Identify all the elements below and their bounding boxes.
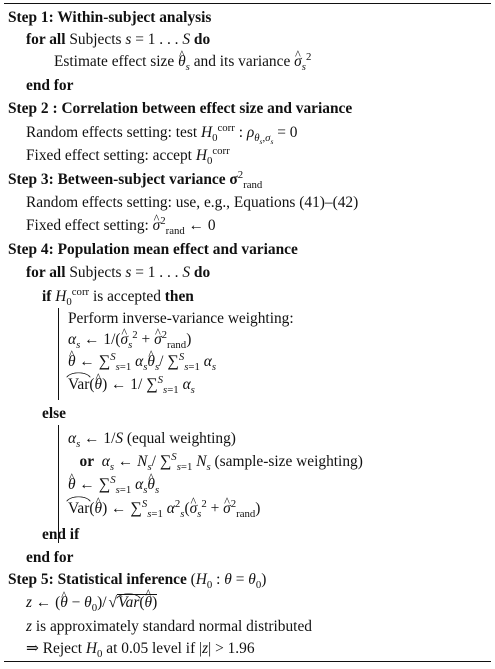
theta-else-line: θ ^ ← ∑$^S_{s=1}$ $\alpha_s\theta$ $\^{}_s$ [68, 474, 159, 496]
step4-title: Step 4: Population mean effect and variance [8, 241, 298, 258]
if-line: if $H_0^{corr}$ is accepted then [42, 285, 194, 309]
fixed-accept-line: Fixed effect setting: accept $H_0^{corr}$ [26, 144, 230, 168]
perform-line: Perform inverse-variance weighting: [68, 310, 294, 327]
estimate-line: Estimate effect size θ $\^{}_s$ and its variance σ $\^{}_s^2$ [54, 51, 311, 73]
alpha-ivw-line: $\alpha_s$ ← 1/(σ $\^{}_s^2 + \sigma$ ^$^2_{rand}$) [68, 329, 191, 351]
alpha-sample-line: or $\alpha_s$ ← $N_s/$ ∑$^S_{s=1}$ $N_s$ (sample-size weighting) [79, 450, 363, 474]
reject-line: ⇒ Reject $H_0$ at 0.05 level if |z| > 1.96 [26, 640, 255, 661]
top-rule [4, 3, 491, 4]
random-test-line: Random effects setting: test $H_0^{corr}$ : $\rho_{\theta_s,\sigma_s} = 0$ [26, 121, 298, 147]
step5-title: Step 5: Statistical inference ($H_0$ : $\theta = \theta_0$) [8, 571, 267, 592]
normal-dist-line: z is approximately standard normal distributed [26, 618, 312, 635]
step2-title: Step 2 : Correlation between effect size and variance [8, 100, 353, 117]
end-if-line: end if [42, 526, 80, 543]
step1-title: Step 1: Within-subject analysis [8, 9, 212, 26]
fixed-zero-line: Fixed effect setting: σ ^$^2_{rand}$ ← 0 [26, 215, 216, 237]
var-else-line: Var(θ ^) ← ∑$^S_{s=1}$ $\alpha^2_s(\sigma$ $\^{}_s^2 + \sigma$ ^$^2_{rand}$) [68, 498, 260, 520]
step3-title: Step 3: Between-subject variance $\sigma^2_{rand}$ [8, 168, 263, 192]
var-ivw-line: Var(θ ^) ← 1/ ∑$^S_{s=1}$ $\alpha_s$ [68, 374, 195, 396]
theta-ivw-line: θ ^ ← ∑$^S_{s=1}$ $\alpha_s\theta$ $\^{}_s/$ ∑$^S_{s=1}$ $\alpha_s$ [68, 351, 216, 373]
bottom-rule [4, 661, 491, 662]
algorithm-box [2, 3, 493, 663]
end-for-2: end for [26, 549, 74, 566]
else-line: else [42, 405, 66, 422]
for-all-line-2: for all Subjects s = 1 . . . S do [26, 264, 211, 281]
alpha-equal-line: $\alpha_s$ ← 1/S (equal weighting) [68, 430, 236, 451]
random-use-line: Random effects setting: use, e.g., Equations (41)–(42) [26, 194, 359, 211]
z-statistic-line: z ← (θ ^ − $\theta_0)/$ √Var(θ ^) [26, 592, 157, 614]
for-all-line-1: for all Subjects s = 1 . . . S do [26, 31, 211, 48]
end-for-1: end for [26, 77, 74, 94]
then-block-bar [58, 308, 59, 400]
